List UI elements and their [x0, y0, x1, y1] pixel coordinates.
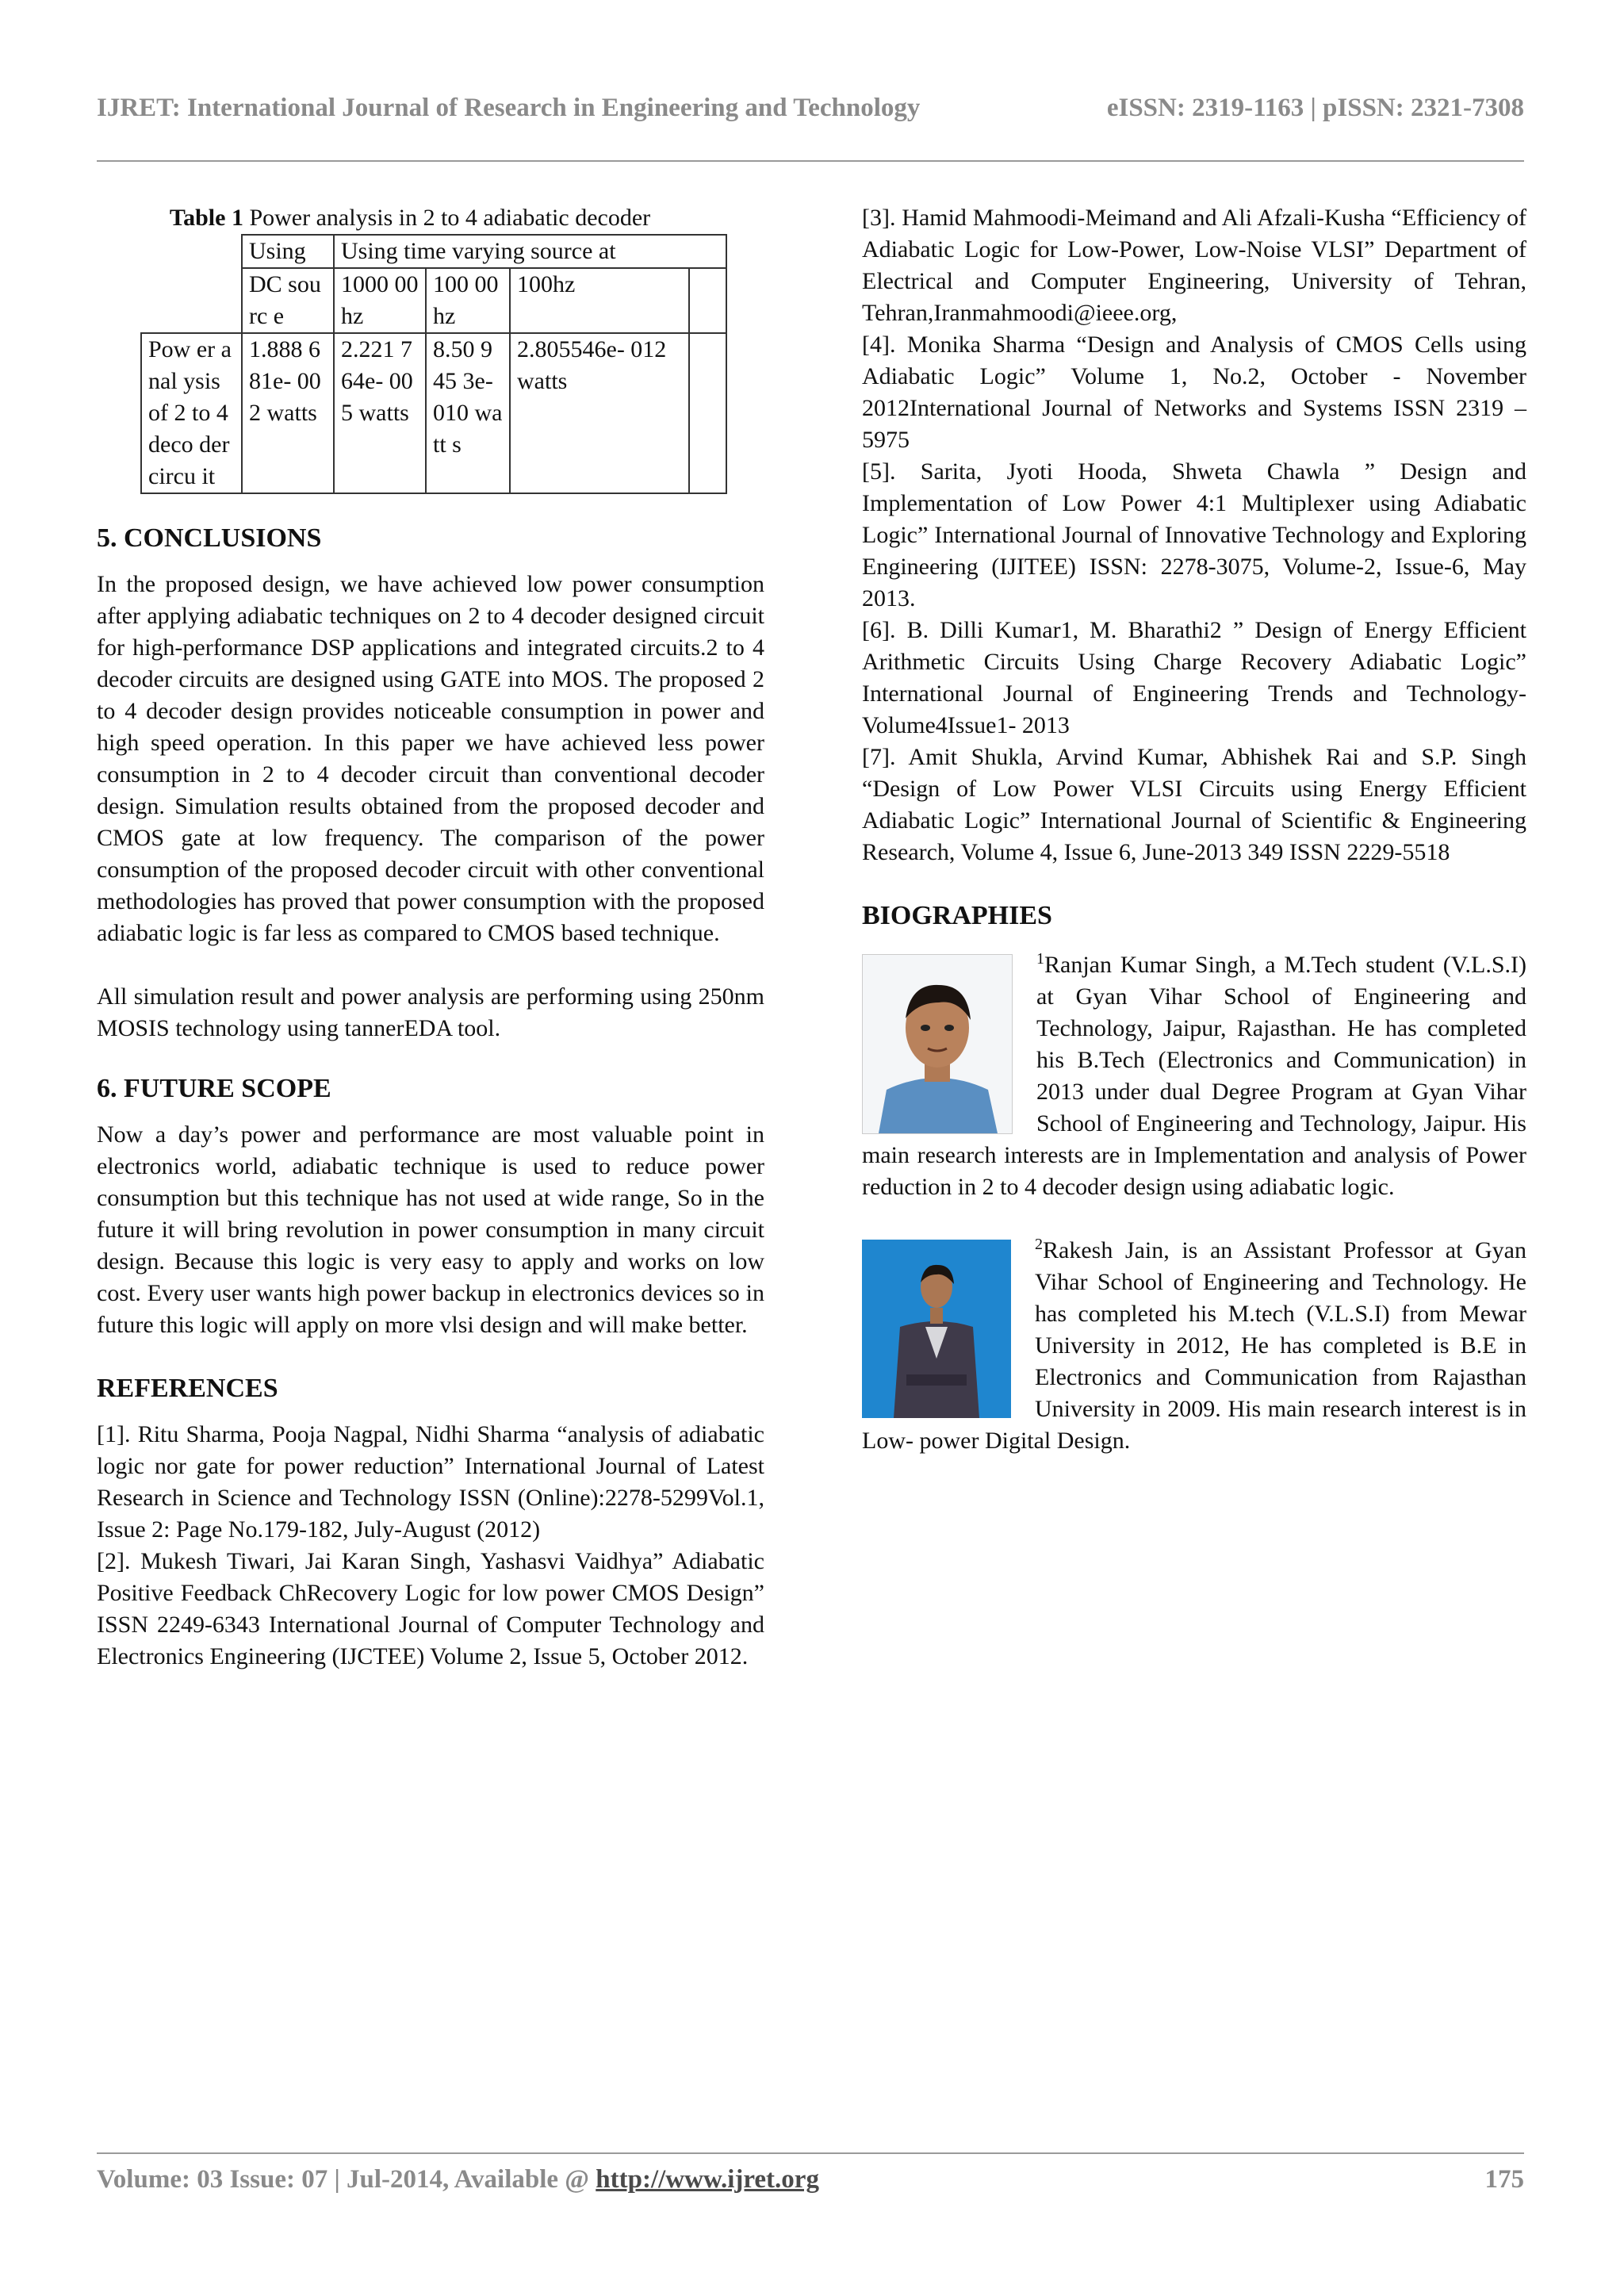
table-val-empty: [689, 333, 726, 493]
table-empty-corner: [141, 235, 242, 268]
footer-url-link[interactable]: http://www.ijret.org: [596, 2165, 819, 2194]
biography-2-sup: 2: [1035, 1236, 1043, 1253]
table-caption: [97, 202, 723, 234]
left-column: [97, 202, 764, 1673]
reference-item: [7]. Amit Shukla, Arvind Kumar, Abhishek Rai and S.P. Singh “Design of Low Power VLSI Circuits using Energy Efficient Adiabatic Logic” International Journal of Scientific & Engineering Research, Volume 4, Issue 6, June-2013 349 ISSN 2229-5518: [862, 744, 1526, 865]
header-rule: [97, 160, 1524, 162]
table-head-using: Using: [242, 235, 334, 268]
author-photo-2: [862, 1240, 1011, 1418]
table-val-dc: 1.888 681e- 002 watts: [242, 333, 334, 493]
conclusions-paragraph-2: All simulation result and power analysis are performing using 250nm MOSIS technology using tannerEDA tool.: [97, 983, 764, 1041]
table-col-dc: DC sourc e: [242, 268, 334, 333]
table-caption-label: Table 1: [169, 205, 243, 231]
footer-volume: Volume: 03 Issue: 07 | Jul-2014, Available @: [97, 2165, 596, 2194]
biography-1-sup: 1: [1036, 950, 1044, 968]
right-column: [862, 202, 1526, 1457]
table-col-1000: 1000 00hz: [334, 268, 426, 333]
table-col-100: 100 00hz: [426, 268, 510, 333]
biography-2: [862, 1235, 1526, 1457]
conclusions-paragraph-1: In the proposed design, we have achieved low power consumption after applying adiabatic techniques on 2 to 4 decoder designed circuit for high-performance DSP applications and integrated circuits.2 to 4 decoder circuits are designed using GATE into MOS. The proposed 2 to 4 decoder design provides noticeable consumption in power and high speed operation. In this paper we have achieved less power consumption in 2 to 4 decoder circuit than conventional decoder design. Simulation results obtained from the proposed decoder and CMOS gate at low frequency. The comparison of the power consumption of the proposed decoder circuit with other conventional methodologies has proved that power consumption with the proposed adiabatic logic is far less as compared to CMOS based technique.: [97, 571, 764, 946]
reference-item: [6]. B. Dilli Kumar1, M. Bharathi2 ” Design of Energy Efficient Arithmetic Circuits Using Charge Recovery Adiabatic Logic” International Journal of Engineering Trends and Technology- Volume4Issue1- 2013: [862, 617, 1526, 738]
references-heading: REFERENCES: [97, 1374, 278, 1403]
biography-2-body: Rakesh Jain, is an Assistant Professor at Gyan Vihar School of Engineering and Technology. He has completed his M.tech (V.L.S.I) from Mewar University in 2012, He has completed is B.E in Electronics and Communication from Rajasthan University in 2009. His main research interest is in Low- power Digital Design.: [862, 1237, 1526, 1454]
biographies-heading: BIOGRAPHIES: [862, 901, 1052, 930]
table-val-1000: 2.221 764e- 005 watts: [334, 333, 426, 493]
table-val-100hz: 2.805546e- 012 watts: [510, 333, 689, 493]
table-col-empty: [689, 268, 726, 333]
table-head-spacer: [689, 235, 726, 268]
footer-volume-line: [97, 2165, 819, 2194]
power-analysis-table: [140, 234, 727, 494]
table-empty-corner-2: [141, 268, 242, 333]
author-photo-1: [862, 954, 1013, 1134]
future-scope-heading: 6. FUTURE SCOPE: [97, 1074, 331, 1103]
reference-item: [1]. Ritu Sharma, Pooja Nagpal, Nidhi Sharma “analysis of adiabatic logic nor gate for power reduction” International Journal of Latest Research in Science and Technology ISSN (Online):2278-5299Vol.1, Issue 2: Page No.179-182, July-August (2012): [97, 1421, 764, 1543]
issn: eISSN: 2319-1163 | pISSN: 2321-7308: [1106, 94, 1524, 122]
portrait-icon: [863, 955, 1012, 1133]
future-scope-paragraph: Now a day’s power and performance are most valuable point in electronics world, adiabatic technique is used to reduce power consumption but this technique has not used at wide range, So in the future it will bring revolution in power consumption in many circuit design. Because this logic is very easy to apply and works on low cost. Every user wants high power backup in electronics devices so in future this logic will apply on more vlsi design and will make better.: [97, 1121, 764, 1338]
page-number: 175: [1484, 2165, 1524, 2194]
reference-item: [4]. Monika Sharma “Design and Analysis of CMOS Cells using Adiabatic Logic” Volume 1, No.2, October - November 2012International Journal of Networks and Systems ISSN 2319 – 5975: [862, 332, 1526, 453]
footer-rule: [97, 2152, 1524, 2154]
portrait-icon: [862, 1240, 1011, 1418]
reference-item: [5]. Sarita, Jyoti Hooda, Shweta Chawla ” Design and Implementation of Low Power 4:1 Multiplexer using Adiabatic Logic” International Journal of Innovative Technology and Exploring Engineering (IJITEE) ISSN: 2278-3075, Volume-2, Issue-6, May 2013.: [862, 458, 1526, 611]
table-row-label: Pow er anal ysis of 2 to 4 deco der circu it: [141, 333, 242, 493]
biography-1-body: Ranjan Kumar Singh, a M.Tech student (V.L.S.I) at Gyan Vihar School of Engineering and Technology, Jaipur, Rajasthan. He has completed his B.Tech (Electronics and Communication) in 2013 under dual Degree Program at Gyan Vihar School of Engineering and Technology, Jaipur. His main research interests are in Implementation and analysis of Power reduction in 2 to 4 decoder design using adiabatic logic.: [862, 952, 1526, 1200]
table-col-100hz: 100hz: [510, 268, 689, 333]
biography-1: [862, 949, 1526, 1203]
conclusions-heading: 5. CONCLUSIONS: [97, 523, 322, 553]
table-head-time-varying: Using time varying source at: [334, 235, 689, 268]
table-caption-text: Power analysis in 2 to 4 adiabatic decoder: [243, 205, 651, 231]
reference-item: [3]. Hamid Mahmoodi-Meimand and Ali Afzali-Kusha “Efficiency of Adiabatic Logic for Low-Power, Low-Noise VLSI” Department of Electrical and Computer Engineering, University of Tehran, Tehran,Iranmahmoodi@ieee.org,: [862, 205, 1526, 326]
journal-name: IJRET: International Journal of Research in Engineering and Technology: [97, 94, 921, 122]
reference-item: [2]. Mukesh Tiwari, Jai Karan Singh, Yashasvi Vaidhya” Adiabatic Positive Feedback ChRecovery Logic for low power CMOS Design” ISSN 2249-6343 International Journal of Computer Technology and Electronics Engineering (IJCTEE) Volume 2, Issue 5, October 2012.: [97, 1548, 764, 1669]
table-val-100: 8.50 945 3e- 010 watt s: [426, 333, 510, 493]
